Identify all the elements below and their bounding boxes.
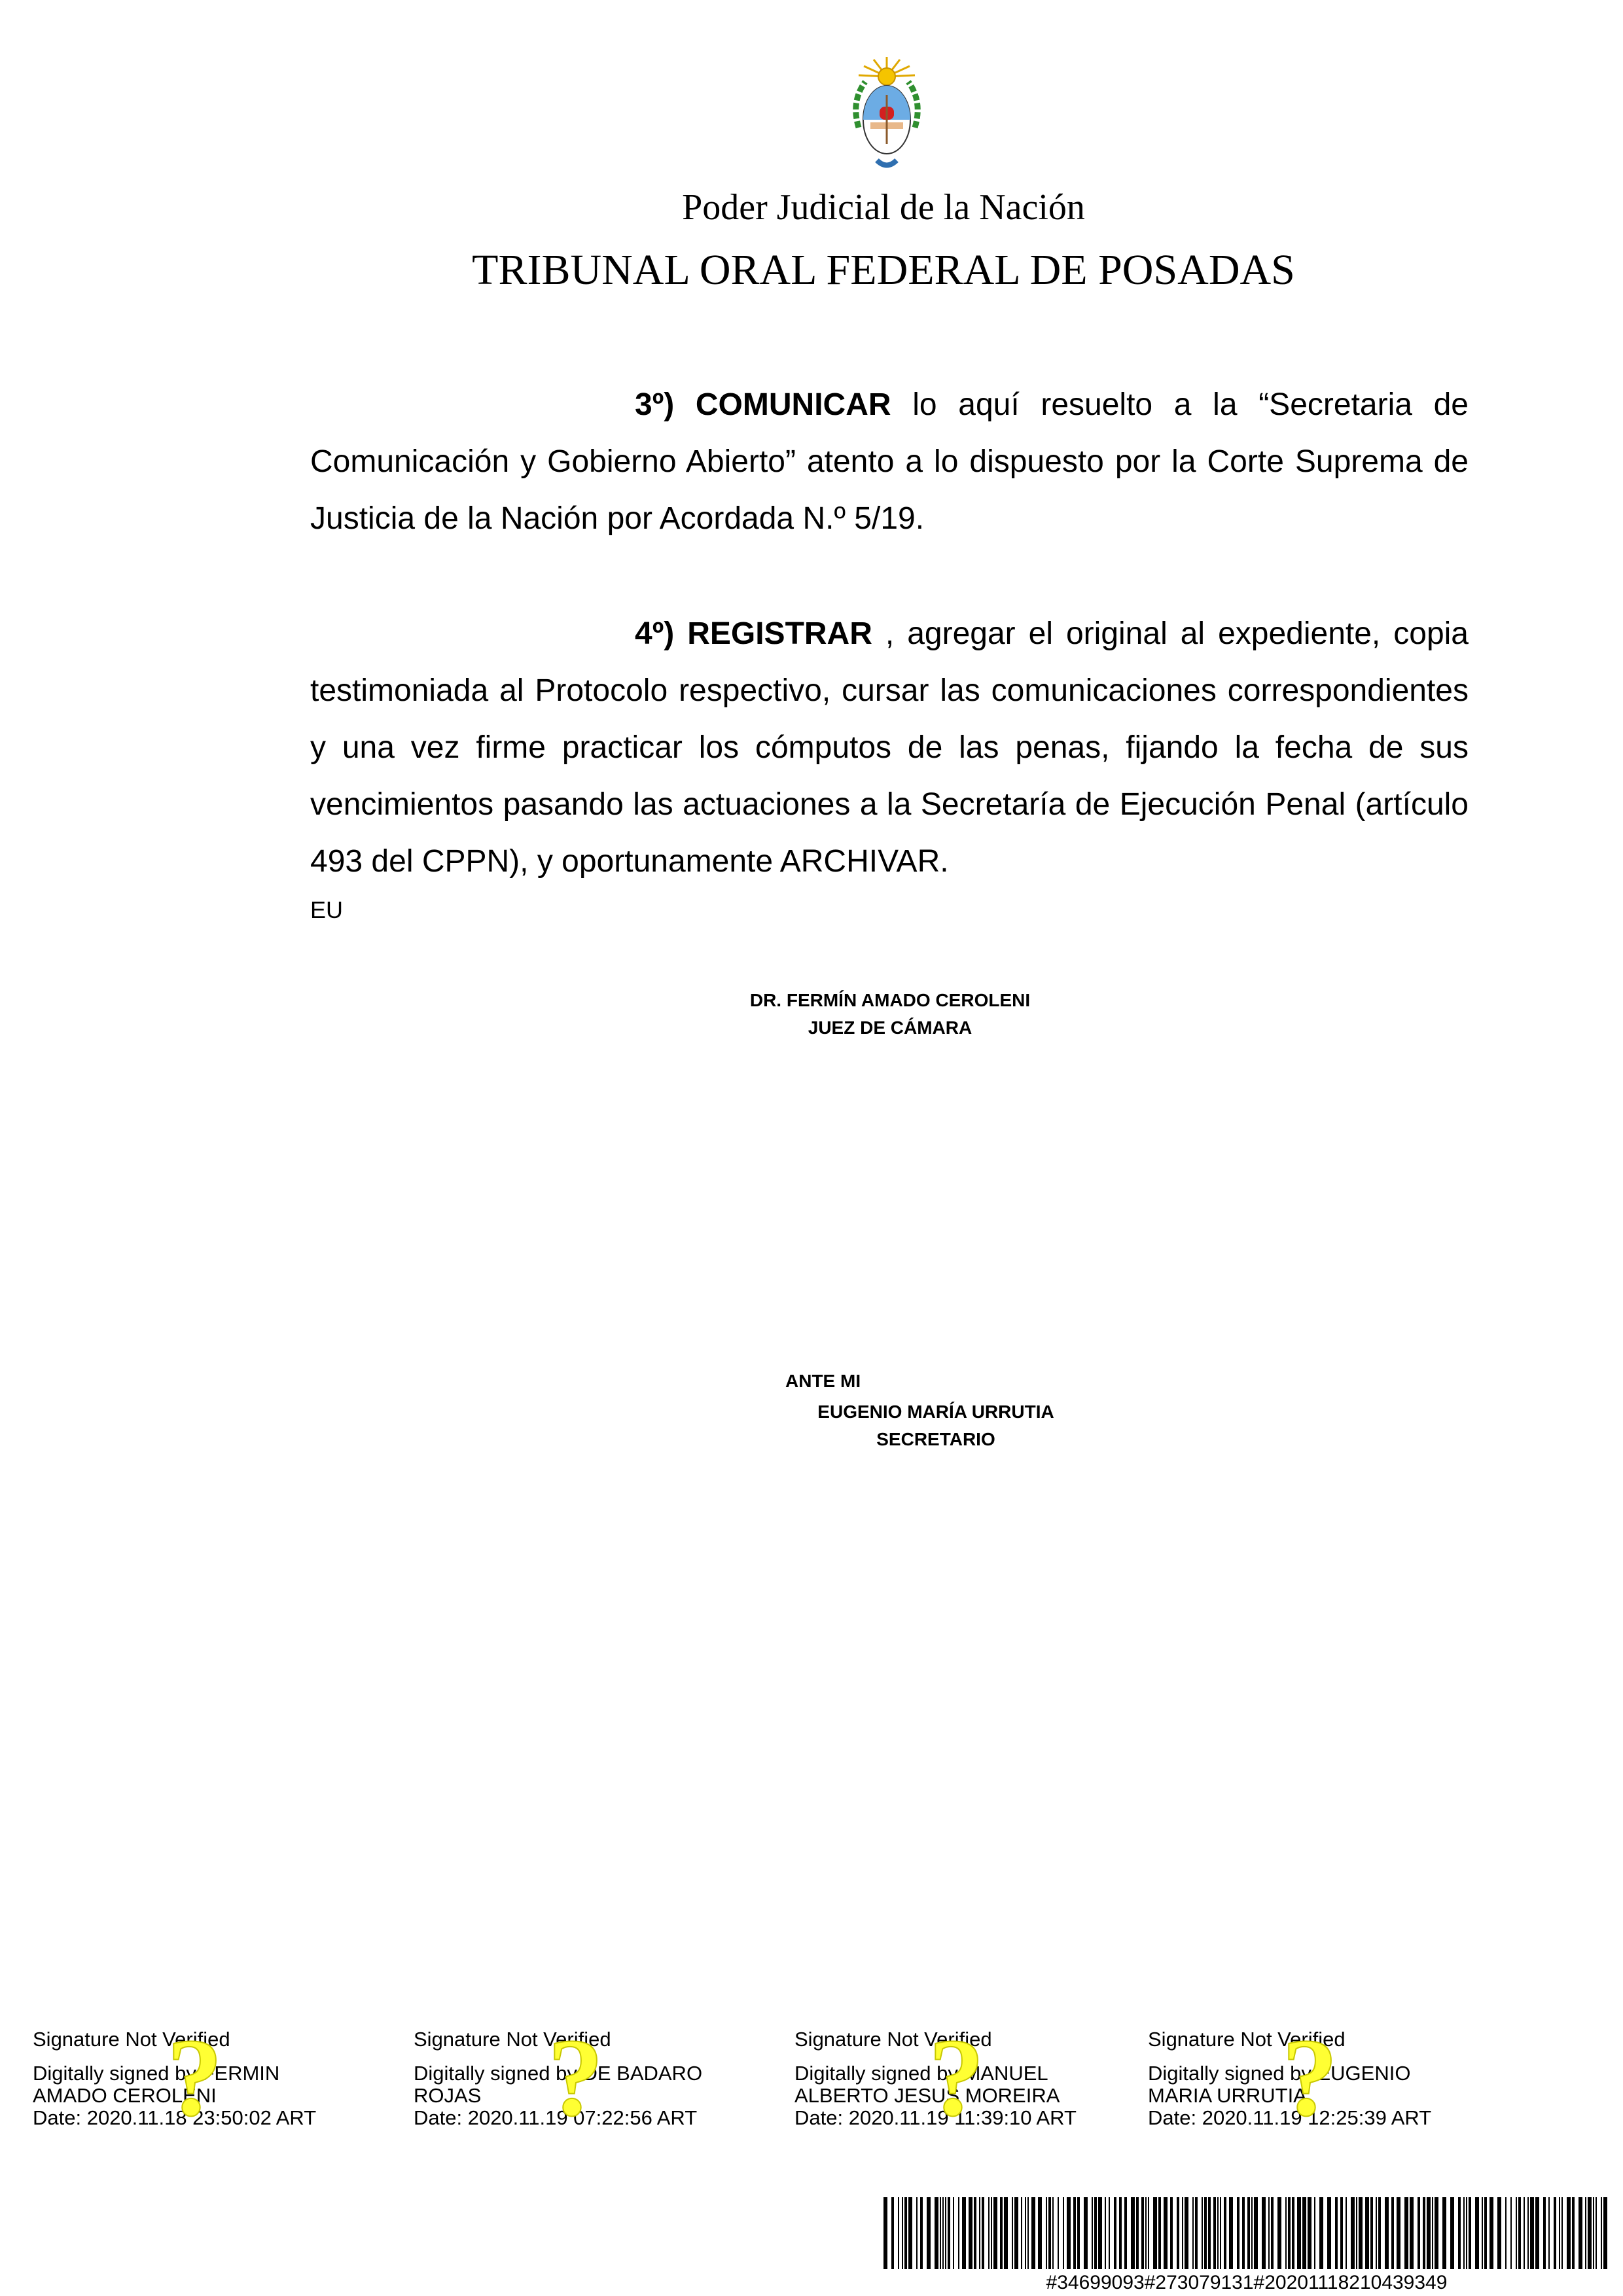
barcode-bar xyxy=(1458,2197,1461,2269)
barcode-bar xyxy=(1351,2197,1355,2269)
barcode-bar xyxy=(1593,2197,1594,2269)
barcode-bar xyxy=(1114,2197,1116,2269)
barcode-bar xyxy=(1098,2197,1102,2269)
barcode-bar xyxy=(1148,2197,1149,2269)
ante-mi-label: ANTE MI xyxy=(785,1371,861,1391)
barcode-bar xyxy=(1410,2197,1414,2269)
barcode-bar xyxy=(1185,2197,1188,2269)
barcode-bar xyxy=(1572,2197,1575,2269)
digital-signature-2 xyxy=(414,2016,754,2139)
question-mark-icon: ? xyxy=(1282,2016,1338,2139)
signature-signed-by: Digitally signed by FERMIN xyxy=(33,2062,280,2085)
barcode-bar xyxy=(1271,2197,1274,2269)
signature-status: Signature Not Verified xyxy=(1148,2028,1346,2051)
secretary-title: SECRETARIO xyxy=(876,1429,995,1449)
barcode-bar xyxy=(1027,2197,1029,2269)
barcode-bar xyxy=(940,2197,941,2269)
barcode-bar xyxy=(1014,2197,1018,2269)
paragraph-3-text: lo aquí resuelto a la “Secretaria de Comunicación y Gobierno Abierto” atento a lo dispuesto por la Corte Suprema de Justicia de la Nación por Acordada N.º 5/19. xyxy=(310,387,1469,536)
barcode-bar xyxy=(1251,2197,1253,2269)
initials: EU xyxy=(310,896,344,923)
barcode-bar xyxy=(904,2197,907,2269)
judge-name: DR. FERMÍN AMADO CEROLENI xyxy=(749,990,1031,1010)
barcode-bar xyxy=(1105,2197,1106,2269)
judge-title: JUEZ DE CÁMARA xyxy=(808,1017,972,1038)
barcode-bar xyxy=(979,2197,980,2269)
barcode-bar xyxy=(1177,2197,1179,2269)
barcode-bar xyxy=(1136,2197,1139,2269)
signature-signed-by-cont: MARIA URRUTIA xyxy=(1148,2084,1307,2107)
barcode-bar xyxy=(1319,2197,1323,2269)
barcode-bar xyxy=(1397,2197,1400,2269)
barcode-bar xyxy=(1247,2197,1250,2269)
barcode-bar xyxy=(953,2197,954,2269)
barcode-bar xyxy=(1578,2197,1582,2269)
barcode-bar xyxy=(1475,2197,1479,2269)
barcode-bar xyxy=(1170,2197,1173,2269)
signature-signed-by: Digitally signed by EUGENIO xyxy=(1148,2062,1411,2085)
barcode-bar xyxy=(1427,2197,1431,2269)
barcode-bar xyxy=(1554,2197,1556,2269)
court-organization-title: Poder Judicial de la Nación xyxy=(682,187,1085,228)
barcode-bar xyxy=(935,2197,938,2269)
signature-status: Signature Not Verified xyxy=(414,2028,611,2051)
barcode-bar xyxy=(1285,2197,1287,2269)
barcode-bar xyxy=(1359,2197,1363,2269)
digital-signature-4 xyxy=(1148,2016,1488,2139)
barcode-bar xyxy=(1046,2197,1047,2269)
barcode-bar xyxy=(1124,2197,1127,2269)
barcode-bar xyxy=(1145,2197,1147,2269)
question-mark-icon: ? xyxy=(929,2016,984,2139)
barcode-bar xyxy=(969,2197,972,2269)
paragraph-3-label: 3º) COMUNICAR xyxy=(635,387,891,422)
barcode-bar xyxy=(1004,2197,1008,2269)
barcode-bar xyxy=(1561,2197,1563,2269)
barcode-bar xyxy=(993,2197,997,2269)
question-mark-icon: ? xyxy=(167,2016,223,2139)
barcode-bar xyxy=(1535,2197,1539,2269)
barcode-bar xyxy=(1262,2197,1266,2269)
barcode-bar xyxy=(1220,2197,1221,2269)
barcode-icon xyxy=(883,2197,1610,2269)
barcode-bar xyxy=(942,2197,944,2269)
barcode-bar xyxy=(1435,2197,1438,2269)
paragraph-4 xyxy=(310,605,1469,890)
barcode-bar xyxy=(1242,2197,1245,2269)
barcode-bar xyxy=(1092,2197,1093,2269)
barcode-bar xyxy=(958,2197,959,2269)
barcode-bar xyxy=(1077,2197,1080,2269)
barcode-bar xyxy=(1292,2197,1294,2269)
barcode-bar xyxy=(988,2197,990,2269)
barcode-bar xyxy=(1356,2197,1357,2269)
barcode-bar xyxy=(1073,2197,1076,2269)
barcode-bar xyxy=(1308,2197,1311,2269)
signature-date: Date: 2020.11.19 07:22:56 ART xyxy=(414,2106,698,2129)
digital-signature-1 xyxy=(33,2016,373,2139)
barcode-bar xyxy=(1025,2197,1026,2269)
barcode-bar xyxy=(974,2197,976,2269)
barcode-bar xyxy=(1466,2197,1467,2269)
paragraph-4-label: 4º) REGISTRAR xyxy=(635,616,872,651)
barcode-bar xyxy=(1376,2197,1377,2269)
barcode-bar xyxy=(1119,2197,1122,2269)
barcode-bar xyxy=(1516,2197,1517,2269)
signature-signed-by: Digitally signed by DE BADARO xyxy=(414,2062,703,2085)
barcode-number: #34699093#273079131#20201118210439349 xyxy=(1046,2272,1448,2293)
barcode-bar xyxy=(1391,2197,1394,2269)
barcode-bar xyxy=(1484,2197,1487,2269)
barcode-bar xyxy=(1052,2197,1054,2269)
barcode-bar xyxy=(1164,2197,1168,2269)
barcode-bar xyxy=(1510,2197,1512,2269)
signature-status: Signature Not Verified xyxy=(33,2028,230,2051)
barcode-bar xyxy=(1335,2197,1338,2269)
barcode-bar xyxy=(948,2197,950,2269)
barcode-bar xyxy=(891,2197,894,2269)
signature-signed-by: Digitally signed by MANUEL xyxy=(794,2062,1048,2085)
barcode-bar xyxy=(1442,2197,1446,2269)
barcode-bar xyxy=(1527,2197,1529,2269)
judge-signature-block xyxy=(0,987,1623,1042)
barcode-bar xyxy=(1518,2197,1521,2269)
barcode-bar xyxy=(982,2197,984,2269)
barcode-bar xyxy=(1524,2197,1525,2269)
barcode-bar xyxy=(1530,2197,1534,2269)
barcode-bar xyxy=(1585,2197,1586,2269)
digital-signature-3 xyxy=(794,2016,1135,2139)
barcode-bar xyxy=(1109,2197,1110,2269)
barcode-bar xyxy=(1596,2197,1597,2269)
barcode-bar xyxy=(1603,2197,1607,2269)
barcode-bar xyxy=(1370,2197,1373,2269)
barcode-bar xyxy=(898,2197,899,2269)
barcode-bar xyxy=(1153,2197,1157,2269)
barcode-bar xyxy=(1038,2197,1042,2269)
barcode-bar xyxy=(1418,2197,1420,2269)
barcode-bar xyxy=(1302,2197,1306,2269)
signature-signed-by-cont: ROJAS xyxy=(414,2084,482,2107)
barcode-bar xyxy=(1063,2197,1064,2269)
barcode-bar xyxy=(908,2197,912,2269)
question-mark-icon: ? xyxy=(548,2016,603,2139)
signature-status: Signature Not Verified xyxy=(794,2028,992,2051)
barcode-bar xyxy=(1229,2197,1233,2269)
barcode-bar xyxy=(1217,2197,1219,2269)
barcode-bar xyxy=(902,2197,903,2269)
barcode-bar xyxy=(1058,2197,1059,2269)
barcode-bar xyxy=(1195,2197,1198,2269)
barcode-bar xyxy=(1204,2197,1207,2269)
paragraph-4-text: , agregar el original al expediente, copia testimoniada al Protocolo respectivo, cursar las comunicaciones correspondientes y una vez firme practicar los cómputos de las penas, fijando la fecha de sus vencimientos pasando las actuaciones a la Secretaría de Ejecución Penal (artículo 493 del CPPN), y oportunamente ARCHIVAR. xyxy=(310,616,1469,879)
barcode-bar xyxy=(945,2197,946,2269)
barcode-bar xyxy=(1094,2197,1097,2269)
barcode-bar xyxy=(1469,2197,1471,2269)
barcode-bar xyxy=(1031,2197,1035,2269)
barcode-bar xyxy=(1559,2197,1560,2269)
barcode-bar xyxy=(1268,2197,1270,2269)
secretary-signature-block xyxy=(0,1398,1623,1453)
barcode-bar xyxy=(1385,2197,1389,2269)
barcode-bar xyxy=(1450,2197,1454,2269)
barcode-bar xyxy=(1505,2197,1507,2269)
barcode-bar xyxy=(1543,2197,1546,2269)
barcode-bar xyxy=(1482,2197,1483,2269)
barcode-bar xyxy=(1213,2197,1216,2269)
barcode-bar xyxy=(1158,2197,1161,2269)
barcode-bar xyxy=(1378,2197,1381,2269)
barcode-bar xyxy=(1021,2197,1022,2269)
barcode-bar xyxy=(1224,2197,1226,2269)
signature-date: Date: 2020.11.19 11:39:10 ART xyxy=(794,2106,1077,2129)
barcode-bar xyxy=(1314,2197,1315,2269)
barcode-bar xyxy=(1432,2197,1433,2269)
barcode-bar xyxy=(1192,2197,1194,2269)
barcode-bar xyxy=(1548,2197,1550,2269)
barcode-bar xyxy=(1202,2197,1203,2269)
barcode-bar xyxy=(1297,2197,1301,2269)
coat-of-arms-icon xyxy=(844,56,929,173)
secretary-name: EUGENIO MARÍA URRUTIA xyxy=(817,1402,1054,1422)
barcode-bar xyxy=(1423,2197,1425,2269)
barcode-bar xyxy=(1288,2197,1291,2269)
signature-signed-by-cont: ALBERTO JESUS MOREIRA xyxy=(794,2084,1060,2107)
barcode-bar xyxy=(1208,2197,1211,2269)
barcode-bar xyxy=(1141,2197,1144,2269)
barcode-bar xyxy=(1327,2197,1331,2269)
barcode-bar xyxy=(1131,2197,1135,2269)
barcode-bar xyxy=(1254,2197,1258,2269)
barcode-bar xyxy=(1277,2197,1281,2269)
barcode-bar xyxy=(1365,2197,1369,2269)
barcode-bar xyxy=(1182,2197,1183,2269)
barcode-bar xyxy=(1012,2197,1013,2269)
barcode-bar xyxy=(916,2197,918,2269)
barcode-bar xyxy=(1346,2197,1347,2269)
barcode-bar xyxy=(1463,2197,1465,2269)
barcode-bar xyxy=(1084,2197,1088,2269)
barcode-bar xyxy=(1048,2197,1051,2269)
barcode-bar xyxy=(1489,2197,1493,2269)
barcode-bar xyxy=(1497,2197,1501,2269)
signature-signed-by-cont: AMADO CEROLENI xyxy=(33,2084,217,2107)
barcode-bar xyxy=(962,2197,966,2269)
barcode-bar xyxy=(1237,2197,1240,2269)
barcode-bar xyxy=(883,2197,887,2269)
barcode-bar xyxy=(927,2197,931,2269)
barcode-bar xyxy=(1404,2197,1408,2269)
signature-date: Date: 2020.11.18 23:50:02 ART xyxy=(33,2106,317,2129)
paragraph-3 xyxy=(310,376,1469,547)
barcode-bar xyxy=(920,2197,923,2269)
signature-date: Date: 2020.11.19 12:25:39 ART xyxy=(1148,2106,1432,2129)
barcode-bar xyxy=(1588,2197,1592,2269)
barcode-bar xyxy=(1340,2197,1343,2269)
barcode-bar xyxy=(1067,2197,1071,2269)
barcode-bar xyxy=(1567,2197,1571,2269)
court-name-title: TRIBUNAL ORAL FEDERAL DE POSADAS xyxy=(472,246,1295,294)
barcode-bar xyxy=(1000,2197,1003,2269)
barcode-bar xyxy=(991,2197,992,2269)
barcode-bar xyxy=(1601,2197,1602,2269)
